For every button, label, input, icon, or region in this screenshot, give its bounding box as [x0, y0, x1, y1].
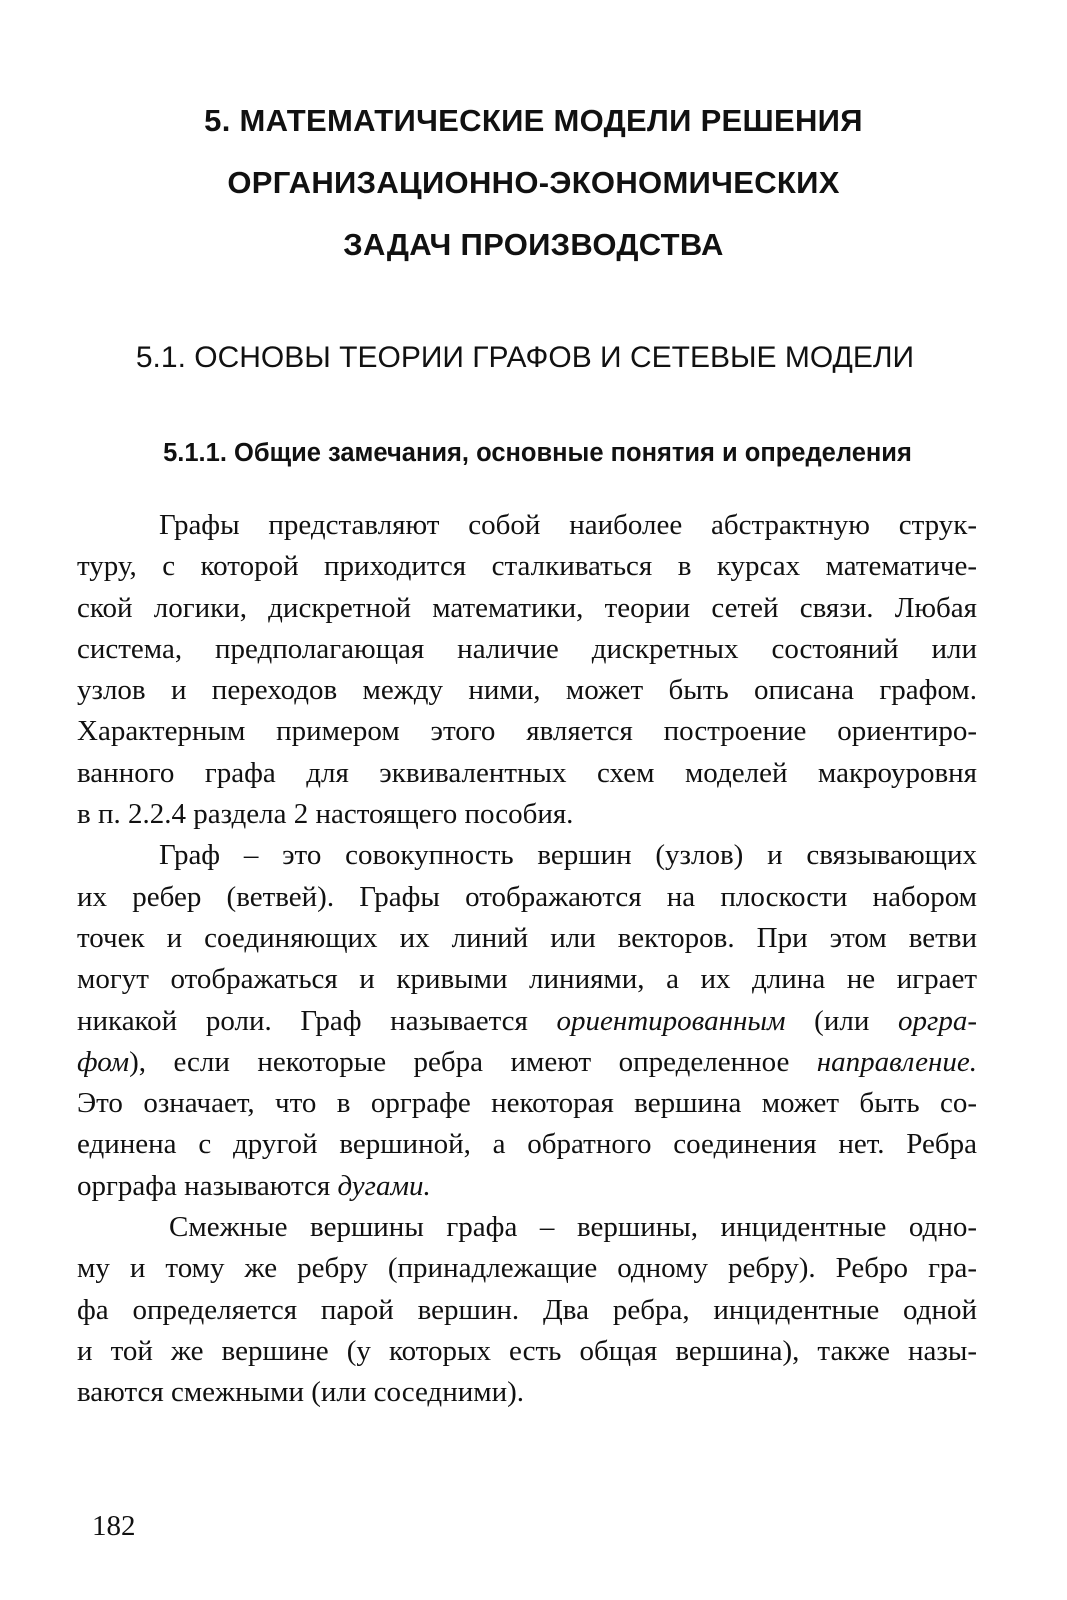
term-direction: направление. [816, 1045, 977, 1078]
term-oriented: ориентированным [556, 1004, 786, 1037]
text-line: ваются смежными (или соседними). [77, 1376, 525, 1409]
paragraph [77, 505, 977, 835]
text-line: точек и соединяющих их линий или векторов. При этом ветви [77, 921, 977, 954]
text-line: в п. 2.2.4 раздела 2 настоящего пособия. [77, 798, 574, 831]
text-run: орграфа называются [77, 1169, 338, 1202]
chapter-title-line: ОРГАНИЗАЦИОННО-ЭКОНОМИЧЕСКИХ [227, 165, 840, 200]
text-line: Граф – это совокупность вершин (узлов) и связывающих [159, 839, 977, 872]
text-line: ской логики, дискретной математики, теории сетей связи. Любая [77, 591, 977, 624]
page-number: 182 [92, 1510, 136, 1542]
text-run: ), если некоторые ребра имеют определенное [129, 1045, 817, 1078]
text-line: и той же вершине (у которых есть общая вершина), также назы- [77, 1334, 977, 1367]
text-line: ванного графа для эквивалентных схем моделей макроуровня [77, 756, 977, 789]
text-line: Смежные вершины графа – вершины, инцидентные одно- [169, 1211, 977, 1244]
text-line: их ребер (ветвей). Графы отображаются на плоскости набором [77, 880, 977, 913]
text-line [77, 1042, 977, 1083]
text-line: Это означает, что в орграфе некоторая вершина может быть со- [77, 1087, 977, 1120]
chapter-title-line: 5. МАТЕМАТИЧЕСКИЕ МОДЕЛИ РЕШЕНИЯ [204, 103, 863, 138]
section-title: 5.1. ОСНОВЫ ТЕОРИИ ГРАФОВ И СЕТЕВЫЕ МОДЕЛИ [135, 341, 915, 374]
text-line: Характерным примером этого является построение ориентиро- [77, 715, 977, 748]
text-line: система, предполагающая наличие дискретных состояний или [77, 632, 977, 665]
text-run: (или [785, 1004, 899, 1037]
text-line [77, 1001, 977, 1042]
text-line: могут отображаться и кривыми линиями, а их длина не играет [77, 963, 977, 996]
paragraph [77, 835, 977, 1207]
text-line: Графы представляют собой наиболее абстрактную струк- [159, 509, 977, 541]
body-text [77, 505, 977, 1414]
term-arcs: дугами. [337, 1169, 431, 1202]
chapter-title-line: ЗАДАЧ ПРОИЗВОДСТВА [343, 227, 724, 262]
text-line: узлов и переходов между ними, может быть описана графом. [77, 674, 977, 707]
text-line: туру, с которой приходится сталкиваться в курсах математиче- [77, 550, 977, 583]
subsection-title: 5.1.1. Общие замечания, основные понятия и определения [163, 439, 912, 467]
text-line: му и тому же ребру (принадлежащие одному ребру). Ребро гра- [77, 1252, 977, 1285]
term-digraph: оргра- [898, 1004, 977, 1037]
text-run: никакой роли. Граф называется [77, 1004, 557, 1037]
term-digraph-cont: фом [77, 1045, 130, 1078]
text-line: единена с другой вершиной, а обратного соединения нет. Ребра [77, 1128, 977, 1161]
text-line: фа определяется парой вершин. Два ребра, инцидентные одной [77, 1293, 977, 1326]
text-line [77, 1166, 977, 1207]
chapter-title [60, 90, 1007, 276]
paragraph [77, 1207, 977, 1413]
